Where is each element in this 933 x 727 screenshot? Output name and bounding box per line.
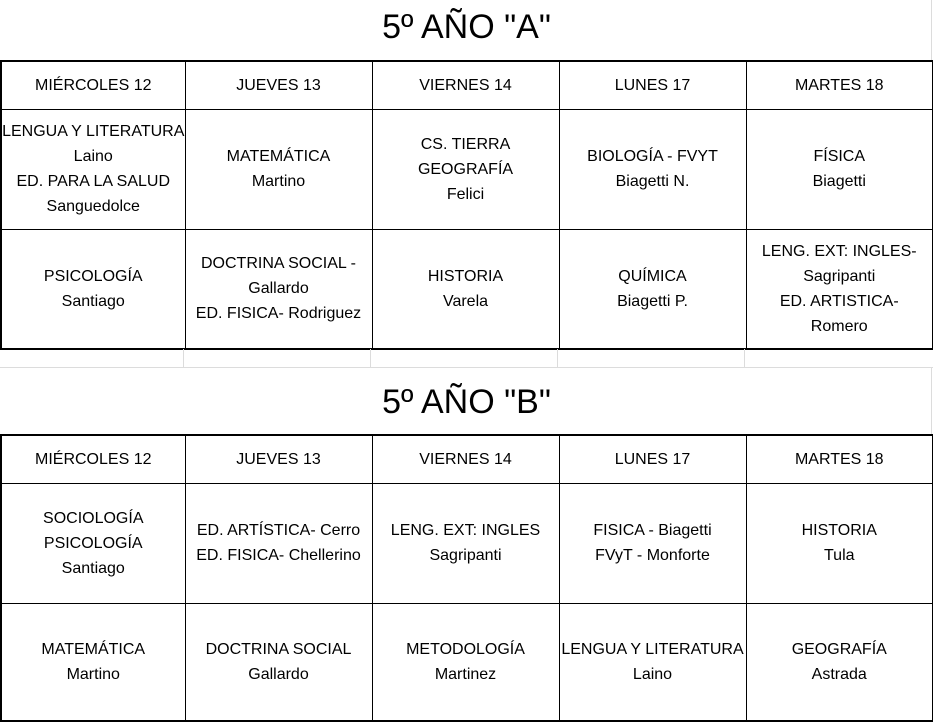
cell-text: Felici [446,185,485,203]
schedule-cell [185,109,372,229]
schedule-row [1,603,933,721]
gridline [183,349,184,368]
cell-text: Sanguedolce [46,198,140,215]
schedule-cell [1,109,185,229]
day-header: MARTES 18 [746,435,933,483]
cell-text: LENG. EXT: INGLES [390,522,541,539]
day-header: LUNES 17 [559,61,746,109]
schedule-cell [372,603,559,721]
cell-text: HISTORIA [801,522,877,539]
cell-text: DOCTRINA SOCIAL - [201,255,356,273]
cell-text: ED. FISICA- Rodriguez [195,305,362,323]
day-header: LUNES 17 [559,435,746,483]
cell-text: LENGUA Y LITERATURA [2,123,185,140]
cell-text: MATEMÁTICA [226,148,331,165]
schedule-cell [185,603,372,721]
schedule-cell [1,229,185,349]
day-header: VIERNES 14 [372,435,559,483]
gridline [370,349,371,368]
cell-text: CS. TIERRA [420,135,511,153]
cell-text: Martino [251,173,306,190]
cell-text: METODOLOGÍA [406,640,525,658]
schedule-cell [746,483,933,603]
schedule-cell [746,603,933,721]
header-row [1,435,933,483]
gridline [0,367,933,368]
day-header: MIÉRCOLES 12 [1,61,185,109]
schedule-cell [372,109,559,229]
schedule-cell [559,603,746,721]
section-a-table [0,60,933,350]
cell-text: LENG. EXT: INGLES- [761,242,917,260]
cell-text: Astrada [811,665,867,683]
day-header: VIERNES 14 [372,61,559,109]
cell-text: GEOGRAFÍA [791,640,887,658]
cell-text: ED. ARTÍSTICA- Cerro [196,522,361,539]
cell-text: GEOGRAFÍA [417,160,514,178]
section-b-title: 5º AÑO "B" [382,383,551,421]
cell-text: Sagripanti [429,547,502,564]
schedule-row [1,109,933,229]
cell-text: Laino [632,665,673,683]
cell-text: SOCIOLOGÍA [43,509,144,527]
schedule-row [1,483,933,603]
cell-text: ED. FISICA- Chellerino [196,547,361,564]
schedule-cell [559,483,746,603]
cell-text: FVyT - Monforte [595,547,710,564]
cell-text: Biagetti [812,173,866,190]
header-row [1,61,933,109]
schedule-row [1,229,933,349]
section-a-title: 5º AÑO "A" [382,8,551,46]
cell-text: Gallardo [248,280,309,298]
cell-text: PSICOLOGÍA [43,267,143,285]
cell-text: HISTORIA [427,267,504,285]
schedule-cell [746,229,933,349]
cell-text: Santiago [61,559,125,577]
cell-text: ED. ARTISTICA- [779,292,899,310]
cell-text: Laino [73,148,113,165]
cell-text: PSICOLOGÍA [43,534,143,552]
gridline [744,349,745,368]
schedule-cell [559,229,746,349]
cell-text: Tula [823,547,855,564]
schedule-cell [1,483,185,603]
schedule-cell [559,109,746,229]
cell-text: FISICA - Biagetti [593,522,712,539]
gridline [931,368,932,434]
schedule-cell [185,229,372,349]
day-header: MARTES 18 [746,61,933,109]
cell-text: QUÍMICA [618,267,687,285]
schedule-cell [1,603,185,721]
day-header: JUEVES 13 [185,435,372,483]
day-header: JUEVES 13 [185,61,372,109]
cell-text: Santiago [61,292,125,310]
cell-text: Gallardo [248,665,309,683]
schedule-cell [746,109,933,229]
schedule-cell [372,483,559,603]
schedule-cell [372,229,559,349]
cell-text: Sagripanti [803,267,876,285]
cell-text: Romero [810,317,868,335]
cell-text: Biagetti N. [615,173,690,190]
cell-text: Biagetti P. [617,292,688,310]
section-b-table [0,434,933,722]
gridline [931,0,932,60]
cell-text: LENGUA Y LITERATURA [561,640,744,658]
cell-text: Martinez [434,665,497,683]
cell-text: ED. PARA LA SALUD [16,173,171,190]
cell-text: BIOLOGÍA - FVYT [587,148,718,165]
cell-text: Martino [66,665,120,683]
cell-text: FÍSICA [813,148,866,165]
cell-text: MATEMÁTICA [41,640,146,658]
cell-text: DOCTRINA SOCIAL [205,640,352,658]
day-header: MIÉRCOLES 12 [1,435,185,483]
gridline [557,349,558,368]
cell-text: Varela [442,292,489,310]
schedule-cell [185,483,372,603]
